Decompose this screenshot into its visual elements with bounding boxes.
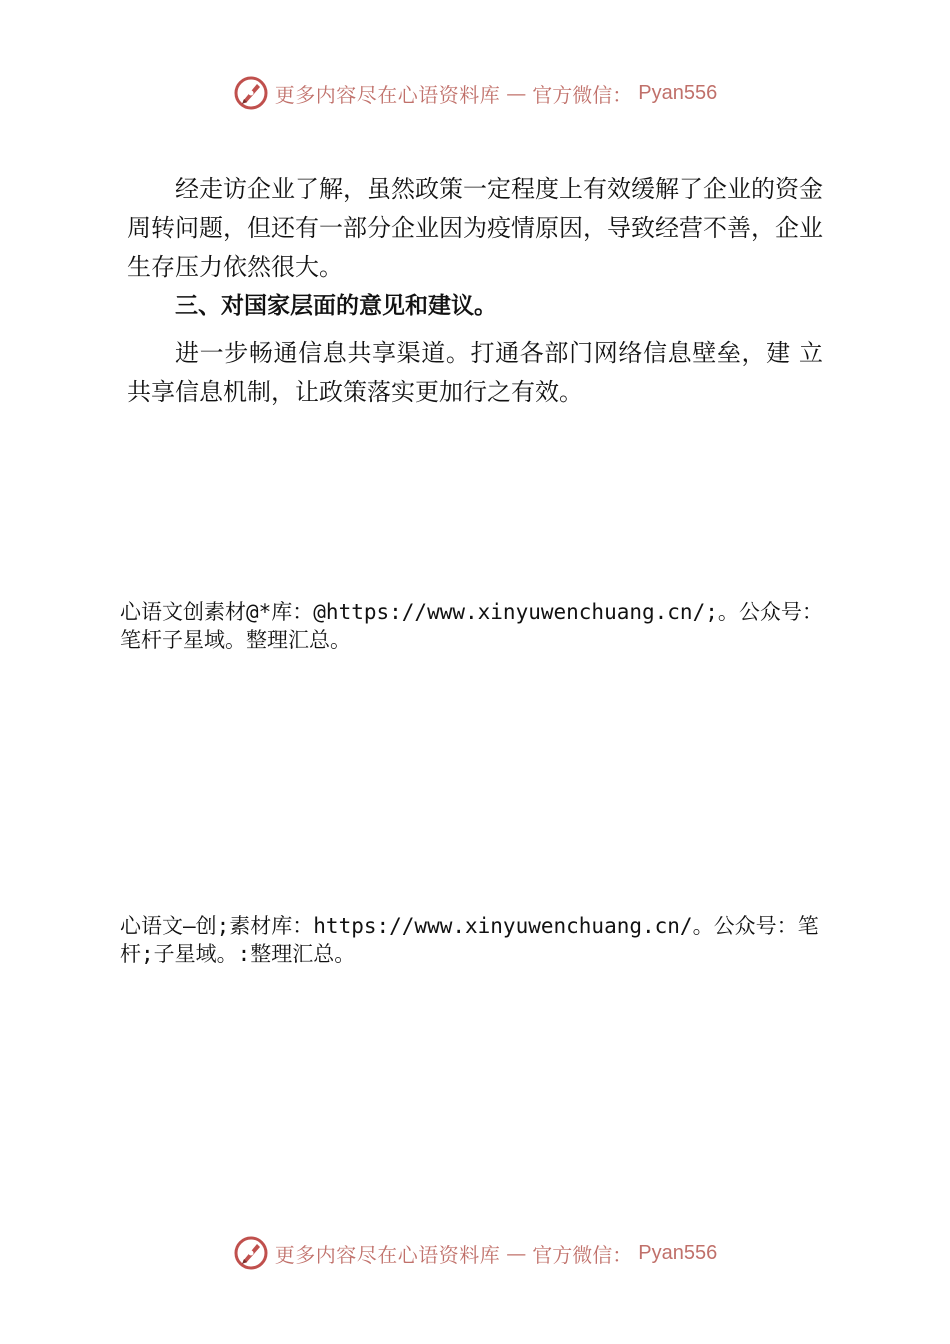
banner-wechat-label: 官方微信：	[532, 1242, 633, 1267]
source-note-2: 心语文—创;素材库：https://www.xinyuwenchuang.cn/。公众号：笔杆;子星域。:整理汇总。	[120, 914, 819, 966]
footer-banner	[0, 1233, 950, 1273]
pen-logo-icon	[233, 1235, 269, 1271]
banner-dash: —	[506, 1241, 527, 1265]
banner-wechat-id: Pyan556	[638, 1241, 718, 1264]
header-banner	[0, 73, 950, 113]
banner-slogan: 更多内容尽在心语资料库	[274, 1242, 501, 1267]
paragraph-2: 进一步畅通信息共享渠道。打通各部门网络信息壁垒，建 立共享信息机制，让政策落实更加行之有效。	[127, 339, 823, 406]
section-heading-3: 三、对国家层面的意见和建议。	[175, 293, 497, 319]
banner-wechat-label: 官方微信：	[532, 82, 633, 107]
source-note-1: 心语文创素材@*库：@https://www.xinyuwenchuang.cn/;。公众号：笔杆子星域。整理汇总。	[120, 600, 823, 652]
banner-slogan: 更多内容尽在心语资料库	[274, 82, 501, 107]
paragraph-1: 经走访企业了解，虽然政策一定程度上有效缓解了企业的资金周转问题，但还有一部分企业因为疫情原因，导致经营不善，企业生存压力依然很大。	[127, 175, 823, 281]
banner-dash: —	[506, 81, 527, 105]
pen-logo-icon	[233, 75, 269, 111]
banner-wechat-id: Pyan556	[638, 81, 718, 104]
